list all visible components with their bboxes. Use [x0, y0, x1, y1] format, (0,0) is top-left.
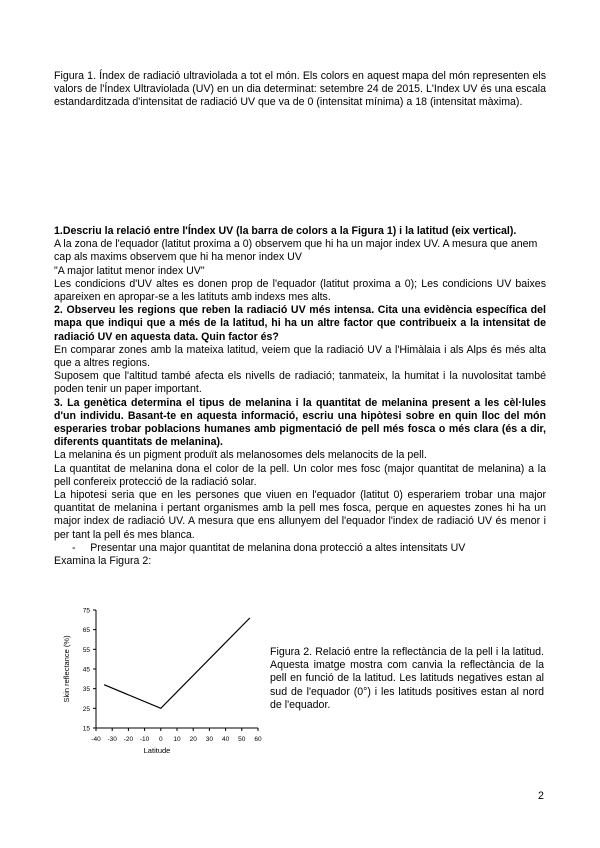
x-tick-label: -30: [107, 736, 117, 743]
questions-section: [54, 225, 546, 568]
y-tick-label: 55: [82, 646, 90, 654]
chart-svg: [62, 600, 272, 760]
figure2-chart: [62, 600, 272, 760]
chart-series-line: [104, 618, 250, 708]
y-tick-label: 25: [82, 705, 90, 713]
y-tick-label: 35: [82, 686, 90, 694]
x-tick-label: 0: [158, 736, 163, 743]
q3-bullet: [54, 542, 546, 555]
q2-question: 2. Observeu les regions que reben la radiació UV més intensa. Cita una evidència específica del mapa que indiqui que a més de la latitud, hi ha un altre factor que contribueix a la intensitat de radiació UV en aquesta data. Quin factor és?: [54, 304, 546, 343]
q2-answer-2: Suposem que l'altitud també afecta els nivells de radiació; tanmateix, la humitat i la nuvolositat també poden tenir un paper important.: [54, 370, 546, 396]
q3-question: 3. La genètica determina el tipus de melanina i la quantitat de melanina present a les cèl·lules d'un individu. Basant-te en aquesta informació, escriu una hipòtesi sobre en quin lloc del món esperaries trobar poblacions humanes amb pigmentació de pell més fosca o més clara (és a dir, diferents quantitats de melanina).: [54, 396, 546, 449]
bullet-marker: -: [72, 541, 76, 554]
x-tick-label: 20: [189, 736, 197, 743]
figure1-caption: [54, 70, 546, 110]
x-tick-label: 60: [254, 736, 262, 743]
q2-answer-1: En comparar zones amb la mateixa latitud, veiem que la radiació UV a l'Himàlaia i als Alps és més alta que a altres regions.: [54, 343, 546, 370]
q1-answer-3: Les condicions d'UV altes es donen prop de l'equador (latitut proxima a 0); Les condicions UV baixes apareixen en apropar-se a les latituts amb indexs mes alts.: [54, 277, 546, 304]
y-tick-label: 45: [82, 666, 90, 674]
x-tick-label: 40: [221, 736, 230, 743]
x-tick-label: -40: [91, 736, 101, 743]
x-tick-label: -10: [139, 736, 150, 743]
x-tick-label: 30: [205, 736, 214, 743]
chart-xlabel: Latitude: [143, 746, 171, 755]
x-tick-label: -20: [123, 736, 134, 743]
x-tick-label: 10: [173, 736, 181, 743]
y-tick-label: 65: [82, 627, 90, 635]
q3-answer-3: La hipotesi seria que en les persones que viuen en l'equador (latitut 0) esperariem trobar una major quantitat de melanina i pertant organismes amb la pell mes fosca, perque en aquestes zones hi ha un major index de radiació UV. A mesura que ens allunyem del l'equador l'index de radiació UV és menor i per tant la pell és mes blanca.: [54, 489, 546, 541]
q3-answer-2: La quantitat de melanina dona el color de la pell. Un color mes fosc (major quantitat de melanina) a la pell confereix protecció de la radiació solar.: [54, 462, 546, 488]
y-tick-label: 75: [82, 607, 90, 615]
figure1-caption-text: Figura 1. Índex de radiació ultraviolada a tot el món. Els colors en aquest mapa del món representen els valors de l'Índex Ultraviolada (UV) en un dia determinat: setembre 24 de 2015. L'Index UV és una escala estandarditzada d'intensitat de radiació UV que va de 0 (intensitat mínima) a 18 (intensitat màxima).: [54, 70, 546, 109]
q1-answer-1: A la zona de l'equador (latitut proxima a 0) observem que hi ha un major index UV. A mesura que anem cap als maxims observem que hi ha menor index UV: [54, 238, 538, 264]
page-number: 2: [538, 790, 544, 802]
q1-answer-2: "A major latitut menor index UV": [54, 264, 205, 277]
q3-answer-1: La melanina és un pigment produït als melanosomes dels melanocits de la pell.: [54, 449, 427, 462]
examine-figure2: Examina la Figura 2:: [54, 555, 152, 568]
bullet-text: Presentar una major quantitat de melanina dona protecció a altes intensitats UV: [90, 541, 466, 554]
y-tick-label: 15: [82, 725, 90, 733]
figure2-caption: Figura 2. Relació entre la reflectància de la pell i la latitud. Aquesta imatge mostra com canvia la reflectància de la pell en funció de la latitud. Les latituds negatives estan al sud de l'equador (0°) i les latituds positives estan al nord de l'equador.: [270, 646, 544, 711]
x-tick-label: 50: [238, 736, 246, 743]
q1-question: 1.Descriu la relació entre l'Índex UV (la barra de colors a la Figura 1) i la latitud (eix vertical).: [54, 225, 517, 237]
chart-ylabel: Skin reflectance (%): [62, 635, 71, 703]
